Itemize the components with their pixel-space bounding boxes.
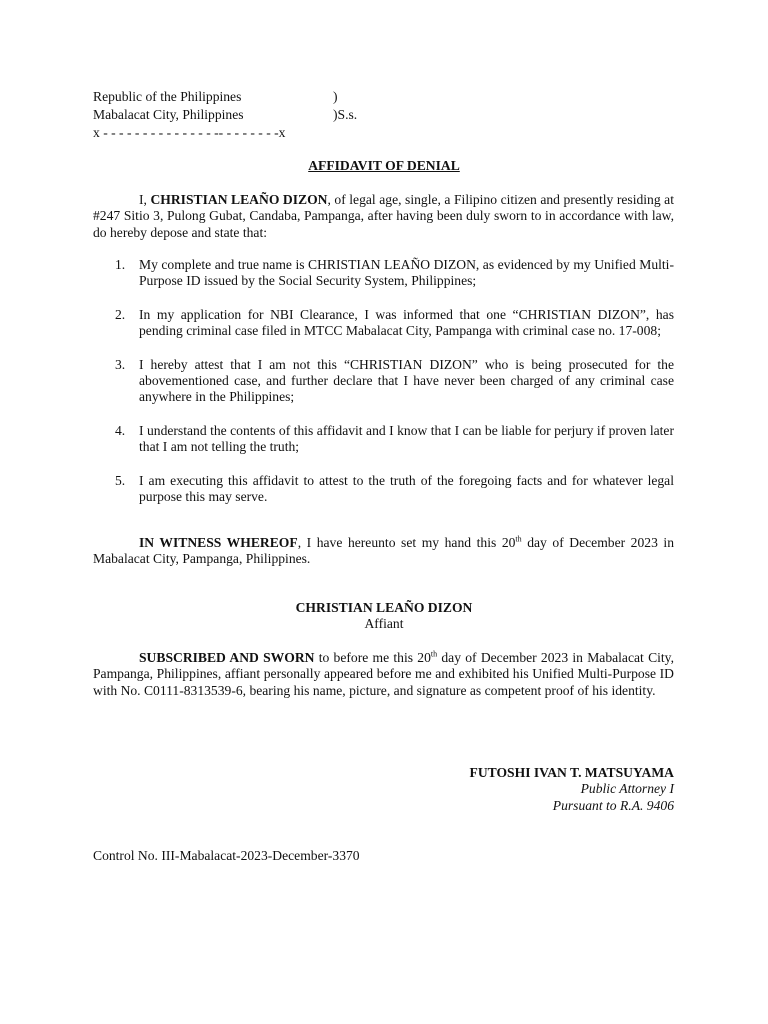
statement-list xyxy=(93,257,674,522)
venue-mark-1: ) xyxy=(333,89,338,104)
list-item-number: 1. xyxy=(115,257,126,272)
jurat-pre: to before me this 20 xyxy=(314,650,431,665)
attorney-title: Public Attorney I xyxy=(580,781,674,797)
list-item xyxy=(93,307,674,340)
list-item xyxy=(93,423,674,456)
jurat-paragraph xyxy=(93,650,674,699)
venue-country: Republic of the Philippines xyxy=(93,89,242,104)
witness-post: day of December 2023 in Mabalacat City, Pampanga, Philippines. xyxy=(93,535,674,567)
affiant-role: Affiant xyxy=(364,616,404,632)
list-item-text: My complete and true name is CHRISTIAN LEAÑO DIZON, as evidenced by my Unified Multi-Purpose ID issued by the Social Security System, Philippines; xyxy=(139,257,674,289)
control-number: Control No. III-Mabalacat-2023-December-3370 xyxy=(93,848,360,863)
list-item xyxy=(93,473,674,506)
list-item-text: I hereby attest that I am not this “CHRISTIAN DIZON” who is being prosecuted for the abovementioned case, and further declare that I have never been charged of any criminal case anywhere in the Philippines; xyxy=(139,356,674,405)
witness-ordinal: th xyxy=(515,534,522,544)
list-item-text: I am executing this affidavit to attest to the truth of the foregoing facts and for whatever legal purpose this may serve. xyxy=(139,472,674,505)
list-item-number: 4. xyxy=(115,422,126,438)
venue-mark-2: )S.s. xyxy=(333,107,358,122)
list-item-number: 2. xyxy=(115,306,126,322)
intro-pre: I, xyxy=(139,192,151,207)
intro-post: , of legal age, single, a Filipino citizen and presently residing at #247 Sitio 3, Pulong Gubat, Candaba, Pampanga, after having been duly sworn to in accordance with law, do hereby depose and state that: xyxy=(93,192,674,240)
witness-lead: IN WITNESS WHEREOF xyxy=(139,535,298,550)
attorney-name: FUTOSHI IVAN T. MATSUYAMA xyxy=(469,765,674,780)
venue-block xyxy=(93,88,393,142)
affiant-signature-name: CHRISTIAN LEAÑO DIZON xyxy=(295,600,473,615)
attorney-authority: Pursuant to R.A. 9406 xyxy=(552,797,674,813)
list-item-text: I understand the contents of this affidavit and I know that I can be liable for perjury if proven later that I am not telling the truth; xyxy=(139,422,674,455)
list-item xyxy=(93,357,674,406)
attorney-block xyxy=(274,765,674,814)
jurat-ordinal: th xyxy=(430,649,438,659)
jurat-post: day of December 2023 in Mabalacat City, Pampanga, Philippines, affiant personally appeared before me and exhibited his Unified Multi-Purpose ID with No. C0111-8313539-6, bearing his name, picture, and signature as competent proof of his identity. xyxy=(93,650,674,698)
affiant-block xyxy=(0,600,768,633)
witness-paragraph xyxy=(93,535,674,568)
list-item xyxy=(93,257,674,290)
affiant-name-inline: CHRISTIAN LEAÑO DIZON xyxy=(150,192,328,207)
document-title: AFFIDAVIT OF DENIAL xyxy=(308,158,460,173)
list-item-text: In my application for NBI Clearance, I was informed that one “CHRISTIAN DIZON”, has pending criminal case filed in MTCC Mabalacat City, Pampanga with criminal case no. 17-008; xyxy=(139,306,674,339)
venue-city: Mabalacat City, Philippines xyxy=(93,107,244,122)
list-item-number: 3. xyxy=(115,356,126,372)
intro-paragraph xyxy=(93,192,674,241)
venue-separator: x - - - - - - - - - - - - - - -- - - - - - - -x xyxy=(93,125,286,140)
witness-pre: , I have hereunto set my hand this 20 xyxy=(297,535,516,550)
list-item-number: 5. xyxy=(115,472,126,488)
jurat-lead: SUBSCRIBED AND SWORN xyxy=(139,650,315,665)
